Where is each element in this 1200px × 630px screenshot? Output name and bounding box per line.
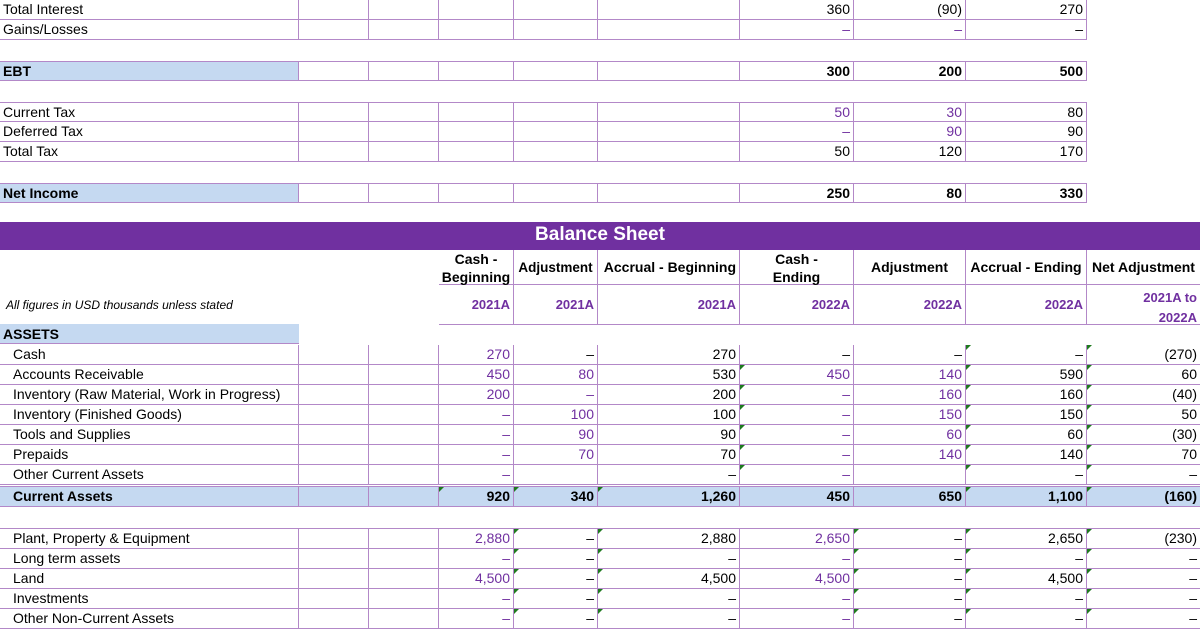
header-label: Accrual - Ending <box>970 259 1082 275</box>
cell-value[interactable]: 4,500 <box>740 569 854 589</box>
cell-value[interactable]: (90) <box>854 0 966 20</box>
row-investments <box>0 589 1200 609</box>
cell-value[interactable]: 1,100 <box>966 487 1087 507</box>
row-current-tax <box>0 102 1200 122</box>
cell-value[interactable]: – <box>439 465 514 485</box>
cell-value[interactable]: 70 <box>514 445 598 465</box>
cell-value[interactable]: 4,500 <box>598 569 740 589</box>
cell[interactable] <box>299 529 369 549</box>
row-ppe <box>0 528 1200 549</box>
header-label: Net Adjustment <box>1092 259 1195 275</box>
cell-value[interactable]: – <box>740 122 854 142</box>
cell-label[interactable]: Other Current Assets <box>0 465 299 485</box>
cell-value[interactable]: 90 <box>514 425 598 445</box>
cell[interactable] <box>299 465 369 485</box>
header-cash-ending[interactable] <box>740 250 854 285</box>
cell-label[interactable]: Inventory (Finished Goods) <box>0 405 299 425</box>
cell[interactable] <box>514 183 598 203</box>
cell-label[interactable]: Total Tax <box>0 142 299 162</box>
cell-value[interactable]: – <box>1087 589 1200 609</box>
cell[interactable] <box>514 0 598 20</box>
cell-value[interactable]: – <box>740 385 854 405</box>
cell[interactable] <box>598 0 740 20</box>
cell-value[interactable]: – <box>740 465 854 485</box>
cell-value[interactable]: 250 <box>740 183 854 203</box>
cell-value[interactable]: 200 <box>598 385 740 405</box>
cell-value[interactable]: – <box>854 569 966 589</box>
cell-value[interactable]: – <box>439 425 514 445</box>
cell-value[interactable]: – <box>439 405 514 425</box>
cell-value[interactable]: 650 <box>854 487 966 507</box>
cell[interactable] <box>299 487 369 507</box>
row-gains-losses <box>0 20 1200 40</box>
cell[interactable] <box>439 0 514 20</box>
year-cell[interactable]: 2022A <box>966 285 1087 325</box>
cell[interactable] <box>439 102 514 122</box>
cell-value[interactable]: – <box>439 589 514 609</box>
cell-value[interactable]: 4,500 <box>966 569 1087 589</box>
cell[interactable] <box>299 445 369 465</box>
cell-value[interactable]: 330 <box>966 183 1087 203</box>
cell[interactable] <box>369 487 439 507</box>
cell-value[interactable]: 500 <box>966 61 1087 81</box>
cell-label[interactable]: Current Tax <box>0 102 299 122</box>
cell-value[interactable]: 120 <box>854 142 966 162</box>
cell[interactable] <box>369 102 439 122</box>
cell[interactable] <box>369 345 439 365</box>
cell-label[interactable]: Land <box>0 569 299 589</box>
cell-value[interactable]: 140 <box>854 365 966 385</box>
cell-label[interactable]: Plant, Property & Equipment <box>0 529 299 549</box>
cell-value[interactable]: 590 <box>966 365 1087 385</box>
cell-value[interactable]: – <box>514 345 598 365</box>
cell[interactable] <box>439 61 514 81</box>
cell-label[interactable]: EBT <box>0 61 299 81</box>
cell-value[interactable]: – <box>966 589 1087 609</box>
header-adjustment-2022[interactable] <box>854 250 966 285</box>
cell[interactable] <box>299 425 369 445</box>
cell[interactable] <box>369 589 439 609</box>
cell-value[interactable]: 1,260 <box>598 487 740 507</box>
cell-value[interactable]: – <box>966 345 1087 365</box>
header-label: Accrual - Beginning <box>603 259 736 275</box>
cell-value[interactable]: – <box>439 609 514 629</box>
cell-value[interactable]: – <box>740 589 854 609</box>
cell[interactable] <box>369 405 439 425</box>
balance-sheet-title: Balance Sheet <box>535 224 665 245</box>
cell-value[interactable]: 450 <box>740 365 854 385</box>
row-total-interest <box>0 0 1200 20</box>
header-adjustment-2021[interactable] <box>514 250 598 285</box>
cell-value[interactable]: – <box>966 609 1087 629</box>
cell-value[interactable]: 140 <box>966 445 1087 465</box>
row-other-current-assets <box>0 465 1200 485</box>
cell-value[interactable]: 300 <box>740 61 854 81</box>
cell-value[interactable]: 270 <box>966 0 1087 20</box>
row-tools-supplies <box>0 425 1200 445</box>
row-net-income <box>0 183 1200 203</box>
cell-value[interactable]: – <box>740 445 854 465</box>
cell-value[interactable]: 450 <box>439 365 514 385</box>
cell-label[interactable]: Net Income <box>0 183 299 203</box>
cell[interactable] <box>514 122 598 142</box>
cell-value[interactable]: 2,880 <box>439 529 514 549</box>
cell[interactable] <box>514 102 598 122</box>
cell[interactable] <box>369 142 439 162</box>
cell-value[interactable]: – <box>1087 549 1200 569</box>
cell-value[interactable]: 450 <box>740 487 854 507</box>
cell-value[interactable]: 4,500 <box>439 569 514 589</box>
header-label: Cash - Beginning <box>441 251 511 285</box>
cell-value[interactable]: – <box>854 609 966 629</box>
row-total-tax <box>0 142 1200 162</box>
row-accounts-receivable <box>0 365 1200 385</box>
cell-value[interactable]: 270 <box>598 345 740 365</box>
cell[interactable] <box>299 385 369 405</box>
cell-label[interactable]: Investments <box>0 589 299 609</box>
header-label: Adjustment <box>871 259 948 275</box>
cell-value[interactable]: 50 <box>740 142 854 162</box>
cell-value[interactable]: (30) <box>1087 425 1200 445</box>
row-long-term-assets <box>0 549 1200 569</box>
cell-value[interactable]: (230) <box>1087 529 1200 549</box>
cell-value[interactable]: 60 <box>1087 365 1200 385</box>
cell[interactable] <box>439 142 514 162</box>
cell-value[interactable]: 270 <box>439 345 514 365</box>
cell-value[interactable]: 140 <box>854 445 966 465</box>
row-current-assets-total <box>0 486 1200 507</box>
cell-value[interactable]: – <box>854 549 966 569</box>
cell[interactable] <box>299 569 369 589</box>
cell-value[interactable]: – <box>854 345 966 365</box>
cell-value[interactable]: 80 <box>514 365 598 385</box>
cell[interactable] <box>299 183 369 203</box>
cell-value[interactable]: – <box>514 609 598 629</box>
cell-value[interactable]: 530 <box>598 365 740 385</box>
year-cell[interactable]: 2021A to 2022A <box>1087 285 1200 325</box>
cell-value[interactable]: – <box>514 589 598 609</box>
cell-value[interactable]: (270) <box>1087 345 1200 365</box>
cell[interactable] <box>598 20 740 40</box>
cell[interactable] <box>369 425 439 445</box>
year-cell[interactable]: 2022A <box>854 285 966 325</box>
cell-value[interactable]: – <box>1087 465 1200 485</box>
cell[interactable] <box>369 122 439 142</box>
cell[interactable] <box>369 465 439 485</box>
cell-value[interactable]: – <box>966 20 1087 40</box>
cell-value[interactable]: – <box>740 405 854 425</box>
cell-value[interactable]: 150 <box>854 405 966 425</box>
cell[interactable] <box>514 61 598 81</box>
cell-value[interactable]: – <box>598 549 740 569</box>
cell[interactable] <box>299 20 369 40</box>
cell-value[interactable]: 2,650 <box>966 529 1087 549</box>
row-land <box>0 569 1200 589</box>
cell-value[interactable]: – <box>854 589 966 609</box>
year-cell[interactable]: 2021A <box>598 285 740 325</box>
cell-value[interactable]: – <box>514 385 598 405</box>
row-inventory-raw <box>0 385 1200 405</box>
row-deferred-tax <box>0 122 1200 142</box>
cell-value[interactable]: – <box>598 589 740 609</box>
cell-value[interactable]: 150 <box>966 405 1087 425</box>
cell-value[interactable]: 80 <box>966 102 1087 122</box>
cell-label[interactable]: Other Non-Current Assets <box>0 609 299 629</box>
cell-value[interactable]: 70 <box>598 445 740 465</box>
cell-value[interactable]: – <box>740 549 854 569</box>
cell[interactable] <box>299 61 369 81</box>
cell-value[interactable]: 200 <box>439 385 514 405</box>
cell-value[interactable]: 70 <box>1087 445 1200 465</box>
cell[interactable] <box>369 20 439 40</box>
cell-value[interactable]: 360 <box>740 0 854 20</box>
cell[interactable] <box>439 122 514 142</box>
cell-value[interactable]: 100 <box>598 405 740 425</box>
cell-value[interactable]: 2,880 <box>598 529 740 549</box>
cell-label[interactable]: Gains/Losses <box>0 20 299 40</box>
cell-label[interactable]: Long term assets <box>0 549 299 569</box>
cell-value[interactable]: – <box>966 465 1087 485</box>
cell-value[interactable]: 90 <box>854 122 966 142</box>
cell-value[interactable]: – <box>740 609 854 629</box>
cell[interactable] <box>299 102 369 122</box>
cell-value[interactable]: – <box>439 445 514 465</box>
cell-value[interactable] <box>854 465 966 485</box>
cell-value[interactable]: 60 <box>966 425 1087 445</box>
cell[interactable] <box>369 569 439 589</box>
cell[interactable] <box>439 183 514 203</box>
cell[interactable] <box>369 549 439 569</box>
cell[interactable] <box>598 61 740 81</box>
row-prepaids <box>0 445 1200 465</box>
cell-value[interactable]: 50 <box>1087 405 1200 425</box>
row-inventory-finished <box>0 405 1200 425</box>
cell[interactable] <box>299 122 369 142</box>
cell[interactable] <box>598 142 740 162</box>
cell-value[interactable]: 60 <box>854 425 966 445</box>
cell-value[interactable]: 160 <box>854 385 966 405</box>
cell-value[interactable]: – <box>514 529 598 549</box>
cell-value[interactable]: – <box>598 465 740 485</box>
header-label: Adjustment <box>518 260 593 275</box>
cell[interactable] <box>369 445 439 465</box>
cell-label[interactable]: Tools and Supplies <box>0 425 299 445</box>
cell[interactable] <box>299 549 369 569</box>
cell-value[interactable]: 100 <box>514 405 598 425</box>
cell-value[interactable]: 2,650 <box>740 529 854 549</box>
cell-value[interactable]: 50 <box>740 102 854 122</box>
cell-label[interactable]: Prepaids <box>0 445 299 465</box>
cell-value[interactable]: 160 <box>966 385 1087 405</box>
cell-value[interactable]: – <box>854 20 966 40</box>
row-ebt <box>0 61 1200 81</box>
cell[interactable] <box>369 609 439 629</box>
cell-value[interactable]: (160) <box>1087 487 1200 507</box>
cell-label[interactable]: Total Interest <box>0 0 299 20</box>
cell-value[interactable]: 30 <box>854 102 966 122</box>
cell-value[interactable]: 340 <box>514 487 598 507</box>
cell[interactable] <box>439 20 514 40</box>
cell-value[interactable]: – <box>598 609 740 629</box>
header-net-adjustment[interactable] <box>1087 250 1200 285</box>
cell[interactable] <box>369 0 439 20</box>
cell-label[interactable]: Accounts Receivable <box>0 365 299 385</box>
year-cell[interactable]: 2021A <box>514 285 598 325</box>
cell-label[interactable]: Cash <box>0 345 299 365</box>
cell[interactable] <box>514 20 598 40</box>
header-accrual-ending[interactable] <box>966 250 1087 285</box>
cell-label[interactable]: Deferred Tax <box>0 122 299 142</box>
year-cell[interactable]: 2022A <box>740 285 854 325</box>
cell-value[interactable]: (40) <box>1087 385 1200 405</box>
cell-value[interactable]: 920 <box>439 487 514 507</box>
cell[interactable] <box>369 529 439 549</box>
header-accrual-beginning[interactable] <box>598 250 740 285</box>
cell[interactable] <box>598 183 740 203</box>
cell[interactable] <box>369 385 439 405</box>
cell-value[interactable]: – <box>514 569 598 589</box>
cell[interactable] <box>299 589 369 609</box>
cell-label[interactable]: Current Assets <box>0 487 299 507</box>
cell-value[interactable]: 170 <box>966 142 1087 162</box>
assets-heading[interactable]: ASSETS <box>0 324 299 344</box>
balance-sheet-title-bar <box>0 222 1200 250</box>
cell-value[interactable]: – <box>740 425 854 445</box>
cell-value[interactable] <box>514 465 598 485</box>
cell-value[interactable]: 90 <box>966 122 1087 142</box>
row-cash <box>0 345 1200 365</box>
row-other-non-current-assets <box>0 609 1200 629</box>
cell[interactable] <box>514 142 598 162</box>
header-label: Cash - Ending <box>772 251 821 285</box>
year-cell[interactable]: 2021A <box>439 285 514 325</box>
header-cash-beginning[interactable] <box>439 250 514 285</box>
cell[interactable] <box>598 122 740 142</box>
cell[interactable] <box>299 142 369 162</box>
cell[interactable] <box>299 365 369 385</box>
cell-value[interactable]: – <box>514 549 598 569</box>
cell-value[interactable]: – <box>1087 609 1200 629</box>
cell[interactable] <box>369 365 439 385</box>
cell[interactable] <box>299 0 369 20</box>
cell[interactable] <box>299 609 369 629</box>
cell-value[interactable]: 80 <box>854 183 966 203</box>
cell[interactable] <box>369 183 439 203</box>
cell[interactable] <box>369 61 439 81</box>
cell[interactable] <box>299 405 369 425</box>
cell-value[interactable]: – <box>439 549 514 569</box>
cell-value[interactable]: – <box>740 345 854 365</box>
cell[interactable] <box>299 345 369 365</box>
cell-value[interactable]: 200 <box>854 61 966 81</box>
cell-value[interactable]: 90 <box>598 425 740 445</box>
cell-value[interactable]: – <box>854 529 966 549</box>
cell-value[interactable]: – <box>740 20 854 40</box>
cell[interactable] <box>598 102 740 122</box>
units-note: All figures in USD thousands unless stated <box>6 298 233 312</box>
cell-label[interactable]: Inventory (Raw Material, Work in Progress) <box>0 385 299 405</box>
cell-value[interactable]: – <box>966 549 1087 569</box>
cell-value[interactable]: – <box>1087 569 1200 589</box>
